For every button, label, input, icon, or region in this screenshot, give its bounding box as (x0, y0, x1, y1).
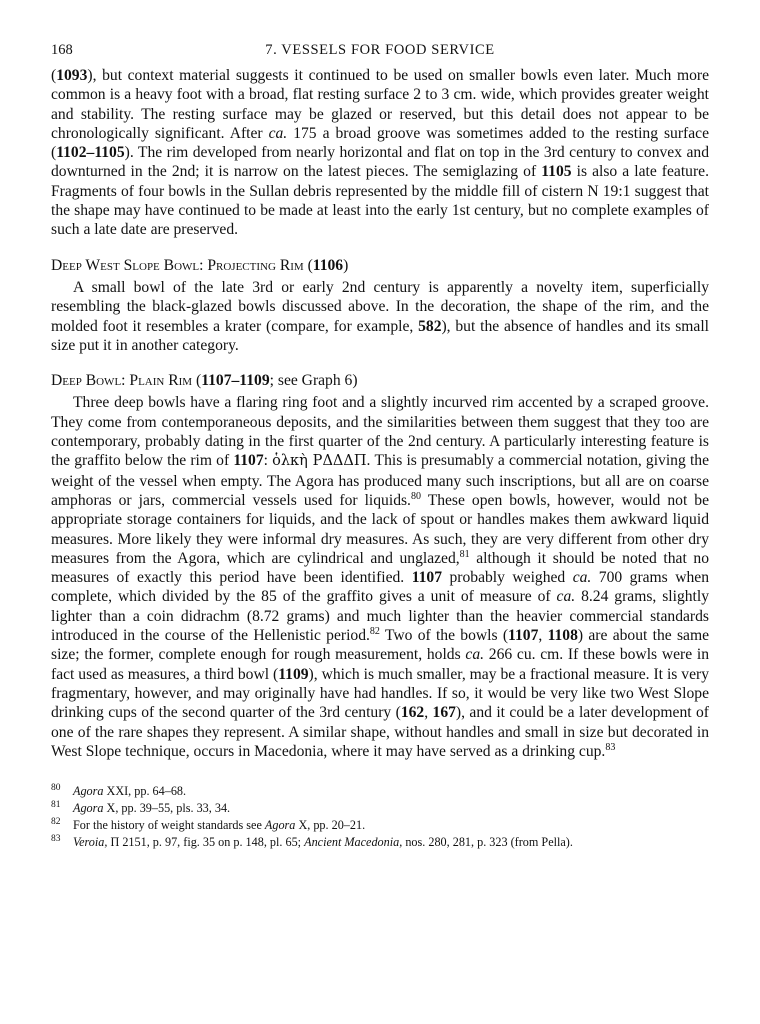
footnote-ref-80[interactable]: 80 (410, 490, 421, 502)
page-header (51, 36, 709, 60)
footnote: 80 Agora XXI, pp. 64–68. (51, 783, 187, 799)
catalog-ref: 1102–1105 (56, 144, 125, 162)
catalog-ref: 582 (418, 317, 442, 335)
footnote: 81 Agora X, pp. 39–55, pls. 33, 34. (51, 800, 231, 816)
paragraph-continuation: (1093), but context material suggests it continued to be used on smaller bowls even later. Much more common is a heavy foot with a broad, flat resting surface 2 to 3 cm. wide, which provides greater weight and stability. The resting surface may be glazed or reserved, but this detail does not appear to be chronologically significant. After ca. 175 a broad groove was sometimes added to the resting surface (1102–1105). The rim developed from nearly horizontal and flat on top in the 3rd century to convex and downturned in the 2nd; it is narrow on the latest pieces. The semiglazing of 1105 is also a late feature. Fragments of four bowls in the Sullan debris represented by the middle fill of cistern N 19:1 suggest that the shape may have continued to be made at least into the early 1st century, but no complete examples of such a late date are preserved. (51, 67, 709, 239)
footnote-ref-82[interactable]: 82 (369, 626, 380, 638)
footnote: 83 Veroia, Π 2151, p. 97, fig. 35 on p. 148, pl. 65; Ancient Macedonia, nos. 280, 281, p. 323 (from Pella). (51, 834, 573, 850)
graffito-text: ὁλκὴ ΡΔΔΔΠ (272, 453, 367, 470)
footnotes (51, 783, 709, 851)
paragraph-deep-west-slope-bowl: A small bowl of the late 3rd or early 2nd century is apparently a novelty item, superficially resembling the black-glazed bowls discussed above. In the decoration, the shape of the rim, and the molded foot it resembles a krater (compare, for example, 582), but the absence of handles and its small size put it in another category. (51, 278, 709, 354)
section-heading-deep-west-slope-bowl: Deep West Slope Bowl: Projecting Rim (1106) (51, 256, 349, 274)
footnote-ref-81[interactable]: 81 (459, 548, 470, 560)
page (51, 36, 709, 851)
footnote: 82 For the history of weight standards see Agora X, pp. 20–21. (51, 817, 366, 833)
page-number: 168 (51, 42, 73, 58)
footnote-ref-83[interactable]: 83 (605, 741, 616, 753)
paragraph-deep-bowl-plain-rim: Three deep bowls have a flaring ring foot and a slightly incurved rim accented by a scraped groove. They come from contemporaneous deposits, and the similarities between them suggest that they too are contemporary, probably dating in the first quarter of the 2nd century. A particularly interesting feature is the graffito below the rim of 1107: ὁλκὴ ΡΔΔΔΠ. This is presumably a commercial notation, giving the weight of the vessel when empty. The Agora has produced many such inscriptions, but all are on coarse amphoras or jars, commercial vessels used for liquids.$^{80}$ These open bowls, however, would not be appropriate storage containers for liquids, and the lack of spout or handles makes them awkward liquid measures. More likely they were informal dry measures. As such, they are very different from other dry measures from the Agora, which are cylindrical and unglazed,$^{81}$ although it should be noted that no measures of exactly this period have been identified. 1107 probably weighed ca. 700 grams when complete, which divided by the 85 of the graffito gives a unit of measure of ca. 8.24 grams, slightly lighter than a coin didrachm (8.72 grams) and much lighter than the heavier commercial standards introduced in the course of the Hellenistic period.$^{82}$ Two of the bowls (1107, 1108) are about the same size; the former, complete enough for rough measurement, holds ca. 266 cu. cm. If these bowls were in fact used as measures, a third bowl (1109), which is much smaller, may be a fractional measure. It is very fragmentary, however, and may originally have had handles. If so, it would be very like two West Slope drinking cups of the second quarter of the 3rd century (162, 167), and it could be a later development of one of the rare shapes they represent. A similar shape, without handles and small in size but decorated in West Slope technique, occurs in Macedonia, where it may have served as a drinking cup.$^{83}$ (51, 394, 710, 760)
section-heading-deep-bowl-plain-rim: Deep Bowl: Plain Rim (1107–1109; see Graph 6) (51, 372, 358, 390)
catalog-ref: 1105 (541, 163, 572, 181)
running-title: 7. VESSELS FOR FOOD SERVICE (265, 42, 495, 58)
catalog-ref: 1093 (56, 67, 88, 84)
